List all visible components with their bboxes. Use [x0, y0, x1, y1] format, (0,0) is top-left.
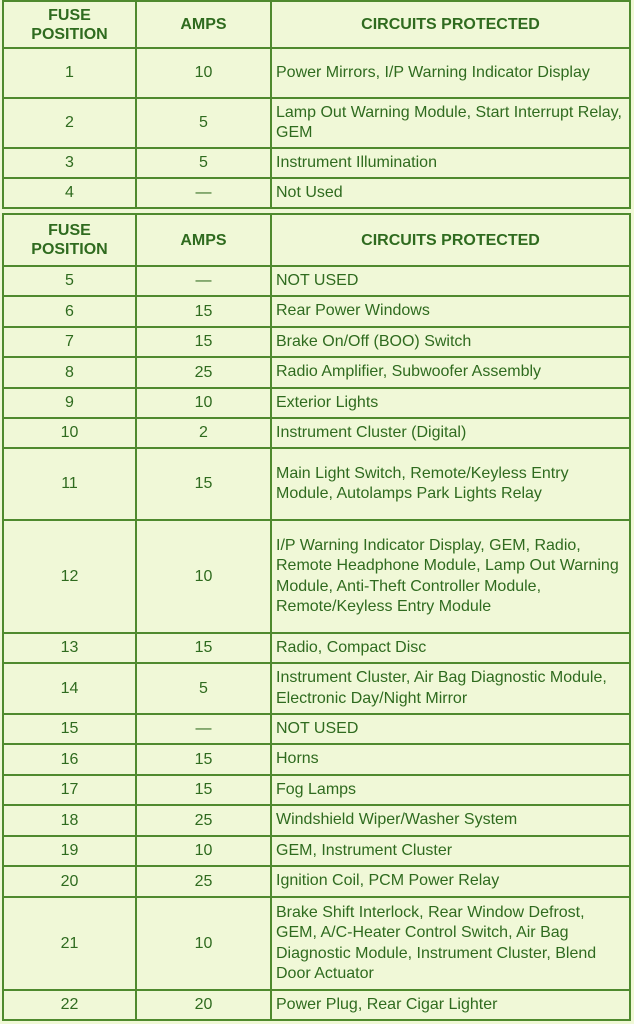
circuits-description: Fog Lamps [271, 775, 630, 805]
circuits-description: Radio, Compact Disc [271, 633, 630, 663]
fuse-number: 11 [3, 448, 136, 520]
header-circuits-protected: CIRCUITS PROTECTED [271, 214, 630, 266]
circuits-description: GEM, Instrument Cluster [271, 836, 630, 866]
circuits-description: Brake Shift Interlock, Rear Window Defrost, GEM, A/C-Heater Control Switch, Air Bag Diagnostic Module, Instrument Cluster, Blend Door Actuator [271, 897, 630, 990]
circuits-description: Windshield Wiper/Washer System [271, 805, 630, 836]
table-row [3, 990, 630, 1020]
amps-value: 15 [136, 775, 271, 805]
amps-value: — [136, 178, 271, 208]
table-row [3, 357, 630, 388]
fuse-number: 10 [3, 418, 136, 448]
table-row [3, 296, 630, 327]
fuse-number: 4 [3, 178, 136, 208]
amps-value: 10 [136, 836, 271, 866]
table-row [3, 714, 630, 744]
amps-value: 10 [136, 897, 271, 990]
amps-value: 15 [136, 327, 271, 357]
table-row [3, 388, 630, 418]
table-row [3, 866, 630, 897]
fuse-number: 19 [3, 836, 136, 866]
fuse-table-2-body [3, 266, 630, 1020]
header-amps: AMPS [136, 1, 271, 48]
circuits-description: Power Plug, Rear Cigar Lighter [271, 990, 630, 1020]
circuits-description: I/P Warning Indicator Display, GEM, Radio, Remote Headphone Module, Lamp Out Warning Module, Anti-Theft Controller Module, Remote/Keyless Entry Module [271, 520, 630, 633]
fuse-number: 12 [3, 520, 136, 633]
fuse-number: 6 [3, 296, 136, 327]
fuse-number: 8 [3, 357, 136, 388]
table-row [3, 178, 630, 208]
table-row [3, 327, 630, 357]
table-row [3, 148, 630, 178]
circuits-description: Radio Amplifier, Subwoofer Assembly [271, 357, 630, 388]
fuse-table-1 [2, 0, 631, 209]
table-row [3, 744, 630, 775]
table-header-row [3, 1, 630, 48]
fuse-number: 17 [3, 775, 136, 805]
amps-value: 2 [136, 418, 271, 448]
fuse-number: 1 [3, 48, 136, 98]
header-circuits-protected: CIRCUITS PROTECTED [271, 1, 630, 48]
fuse-number: 3 [3, 148, 136, 178]
fuse-number: 13 [3, 633, 136, 663]
circuits-description: Power Mirrors, I/P Warning Indicator Display [271, 48, 630, 98]
fuse-number: 14 [3, 663, 136, 714]
amps-value: 25 [136, 805, 271, 836]
amps-value: 10 [136, 520, 271, 633]
table-row [3, 805, 630, 836]
circuits-description: NOT USED [271, 714, 630, 744]
table-row [3, 448, 630, 520]
circuits-description: Not Used [271, 178, 630, 208]
fuse-number: 7 [3, 327, 136, 357]
amps-value: — [136, 714, 271, 744]
amps-value: 5 [136, 663, 271, 714]
amps-value: 15 [136, 633, 271, 663]
circuits-description: Instrument Illumination [271, 148, 630, 178]
amps-value: 20 [136, 990, 271, 1020]
fuse-number: 21 [3, 897, 136, 990]
circuits-description: Ignition Coil, PCM Power Relay [271, 866, 630, 897]
table-header-row [3, 214, 630, 266]
amps-value: — [136, 266, 271, 296]
table-row [3, 633, 630, 663]
table-row [3, 663, 630, 714]
circuits-description: Lamp Out Warning Module, Start Interrupt Relay, GEM [271, 98, 630, 148]
circuits-description: Horns [271, 744, 630, 775]
fuse-number: 18 [3, 805, 136, 836]
fuse-number: 15 [3, 714, 136, 744]
amps-value: 15 [136, 744, 271, 775]
amps-value: 5 [136, 148, 271, 178]
fuse-table-2 [2, 213, 631, 1021]
amps-value: 10 [136, 388, 271, 418]
fuse-number: 9 [3, 388, 136, 418]
fuse-number: 5 [3, 266, 136, 296]
amps-value: 15 [136, 448, 271, 520]
amps-value: 10 [136, 48, 271, 98]
circuits-description: Instrument Cluster, Air Bag Diagnostic Module, Electronic Day/Night Mirror [271, 663, 630, 714]
header-fuse-position: FUSE POSITION [3, 214, 136, 266]
circuits-description: NOT USED [271, 266, 630, 296]
header-amps: AMPS [136, 214, 271, 266]
table-row [3, 520, 630, 633]
circuits-description: Brake On/Off (BOO) Switch [271, 327, 630, 357]
table-row [3, 418, 630, 448]
table-row [3, 775, 630, 805]
table-row [3, 897, 630, 990]
fuse-number: 22 [3, 990, 136, 1020]
circuits-description: Exterior Lights [271, 388, 630, 418]
header-fuse-position: FUSE POSITION [3, 1, 136, 48]
table-row [3, 48, 630, 98]
amps-value: 5 [136, 98, 271, 148]
circuits-description: Instrument Cluster (Digital) [271, 418, 630, 448]
table-row [3, 836, 630, 866]
amps-value: 25 [136, 357, 271, 388]
table-row [3, 266, 630, 296]
table-row [3, 98, 630, 148]
amps-value: 15 [136, 296, 271, 327]
amps-value: 25 [136, 866, 271, 897]
fuse-number: 2 [3, 98, 136, 148]
fuse-number: 16 [3, 744, 136, 775]
circuits-description: Main Light Switch, Remote/Keyless Entry Module, Autolamps Park Lights Relay [271, 448, 630, 520]
fuse-number: 20 [3, 866, 136, 897]
circuits-description: Rear Power Windows [271, 296, 630, 327]
